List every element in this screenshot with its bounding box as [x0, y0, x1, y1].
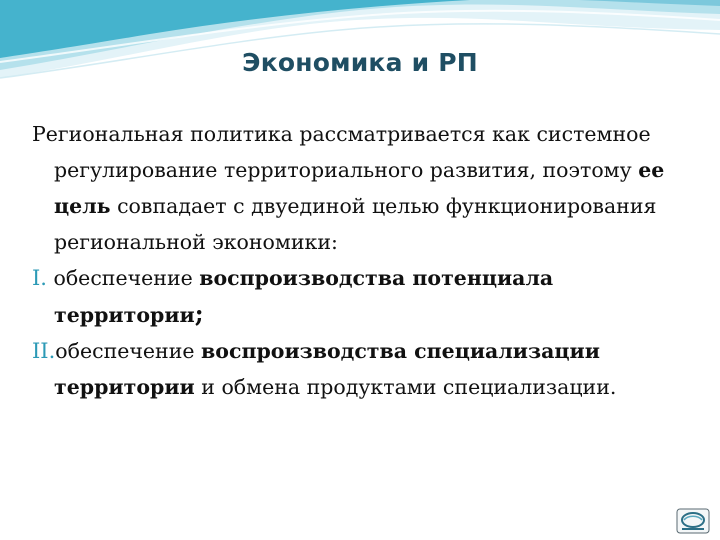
list-item-2-tail: и обмена продуктами специализации.	[194, 375, 617, 399]
list-item-1-tail: ;	[194, 299, 204, 328]
list-item-2-emphasis: воспроизводства специализации территории	[54, 339, 600, 399]
intro-emphasis: ее цель	[54, 158, 665, 218]
list-marker-1: I.	[32, 266, 47, 290]
slide-body	[32, 116, 702, 405]
intro-text-part2: совпадает с двуединой целью функционирования региональной экономики:	[54, 194, 657, 254]
slide-title: Экономика и РП	[242, 48, 478, 77]
list-item-1-text: обеспечение	[46, 266, 200, 290]
list-item-1-emphasis: воспроизводства потенциала территории	[54, 266, 554, 327]
list-marker-2: II.	[32, 339, 56, 363]
list-item-1	[32, 260, 702, 333]
intro-text-part1: Региональная политика рассматривается как системное регулирование территориального развития, поэтому	[32, 122, 651, 182]
publisher-logo-icon	[676, 508, 710, 534]
list-item-2-text: обеспечение	[55, 339, 202, 363]
intro-paragraph	[32, 116, 702, 260]
list-item-2	[32, 333, 702, 405]
